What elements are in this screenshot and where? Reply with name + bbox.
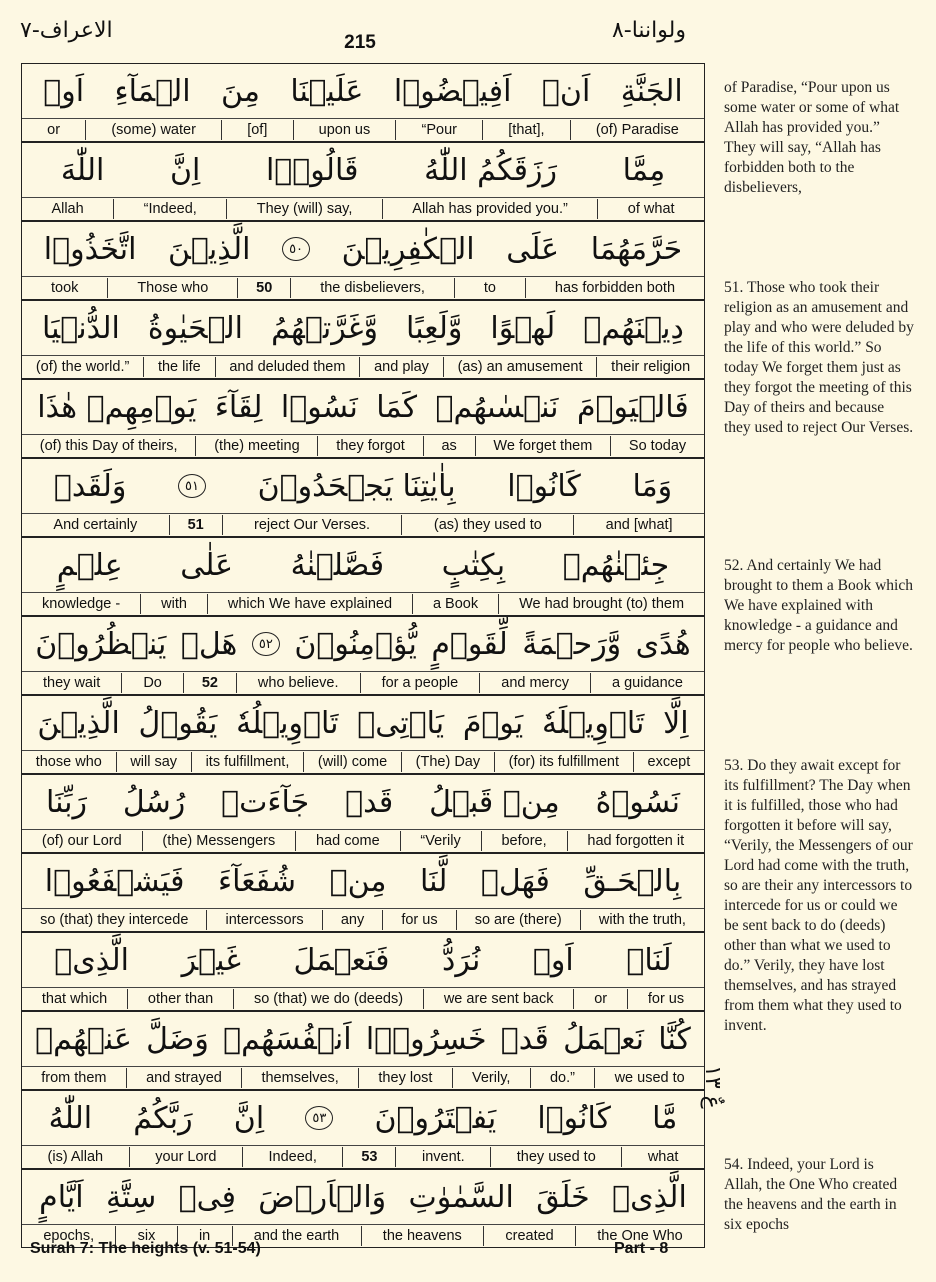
arabic-word: سِتَّةِ [105, 1179, 157, 1215]
word-by-word-grid [21, 63, 705, 1248]
arabic-word: بِاٰيٰتِنَا يَجۡحَدُوۡنَ [257, 468, 456, 504]
translation-para-52: 52. And certainly We had brought to them a Book which We have explained with knowledge - a guidance and mercy for people who believe. [724, 557, 913, 654]
english-gloss-cell: Verily, [452, 1068, 530, 1088]
english-gloss-cell: who believe. [236, 673, 360, 693]
english-gloss-cell: [that], [482, 120, 570, 140]
arabic-word: وَالۡاَرۡضَ [258, 1179, 387, 1215]
arabic-word: يَنۡظُرُوۡنَ [35, 626, 167, 662]
english-gloss-cell: upon us [293, 120, 396, 140]
english-gloss-cell: any [322, 910, 383, 930]
english-gloss-cell: before, [481, 831, 567, 851]
english-gloss-cell: and mercy [479, 673, 590, 693]
english-gloss-cell: took [50, 280, 79, 296]
english-gloss-cell: They (will) say, [226, 199, 382, 219]
arabic-word: لِقَآءَ [214, 389, 263, 425]
translation-para-53: 53. Do they await except for its fulfillment? The Day when it is fulfilled, those who had forgotten it before will say, “Verily, the Messengers of our Lord had come with the truth, so are their any intercessors to intercede for us or could we be sent back to do (deeds) other than what we used to do.” Verily, they have lost themselves, and has strayed from them what they used to invent. [724, 757, 913, 1034]
ruku-mark: عٌ ١٣ [700, 1065, 725, 1109]
arabic-word: مِنۡ [329, 863, 387, 899]
arabic-row [22, 1170, 704, 1225]
english-gloss-cell: and strayed [126, 1068, 241, 1088]
arabic-row [22, 380, 704, 435]
english-gloss-cell: they forgot [317, 436, 422, 456]
arabic-word: الۡحَيٰوةُ [147, 310, 244, 346]
english-gloss-cell: six [115, 1226, 176, 1246]
english-gloss-cell: 50 [237, 278, 290, 298]
english-gloss-cell: their religion [596, 357, 704, 377]
arabic-word: اِنَّ [233, 1100, 265, 1136]
arabic-word: وَّغَرَّتۡهُمُ [271, 310, 378, 346]
english-gloss-cell: (will) come [303, 752, 401, 772]
english-gloss-cell: had forgotten it [567, 831, 705, 851]
arabic-word: عَنۡهُمۡ [35, 1021, 132, 1057]
english-gloss-cell: we are sent back [423, 989, 573, 1009]
translation-para-cont: of Paradise, “Pour upon us some water or some of what Allah has provided you.” They will say, “Allah has forbidden both to the disbelievers, [724, 79, 900, 196]
english-gloss-cell: (The) Day [401, 752, 494, 772]
arabic-word: اللّٰهَ [60, 152, 105, 188]
arabic-word: وَضَلَّ [146, 1021, 209, 1057]
english-gloss-cell: they used to [490, 1147, 621, 1167]
arabic-row [22, 617, 704, 672]
english-gloss-cell: (the) meeting [195, 436, 317, 456]
arabic-word: غَيۡرَ [181, 942, 241, 978]
arabic-row [22, 854, 704, 909]
english-gloss-cell: other than [127, 989, 233, 1009]
english-gloss-cell: and deluded them [215, 357, 360, 377]
arabic-word: قَالُوۡۤا [265, 152, 359, 188]
english-gloss-cell: except [633, 752, 704, 772]
arabic-word: اَوۡ [43, 73, 85, 109]
english-gloss-cell: epochs, [43, 1228, 95, 1244]
english-gloss-cell: so (that) we do (deeds) [233, 989, 423, 1009]
arabic-word: رَبِّنَا [45, 784, 87, 820]
english-gloss-cell: “Indeed, [113, 199, 226, 219]
arabic-word: اَفِيۡضُوۡا [393, 73, 512, 109]
english-gloss-cell: [of] [221, 120, 292, 140]
arabic-word: تَاۡوِيۡلُهٗ [236, 705, 339, 741]
arabic-word: كَمَا [376, 389, 418, 425]
arabic-word: جَآءَتۡ [221, 784, 310, 820]
english-gloss-cell: And certainly [53, 517, 138, 533]
english-gloss-cell: the life [143, 357, 214, 377]
arabic-word: وَمَا [632, 468, 673, 504]
arabic-row [22, 64, 704, 119]
arabic-word: لَّنَا [420, 863, 448, 899]
arabic-word: اَيَّامٍ [39, 1179, 84, 1215]
arabic-word: مِنَ [221, 73, 260, 109]
english-gloss-cell: those who [35, 754, 102, 770]
english-gloss-cell: as [423, 436, 475, 456]
english-gloss-cell: (some) water [85, 120, 221, 140]
arabic-word: الَّذِيۡنَ [168, 231, 251, 267]
page-number: 215 [344, 32, 376, 53]
english-gloss-cell: a guidance [590, 673, 704, 693]
arabic-word: هَلۡ [180, 626, 238, 662]
arabic-word: لِّقَوۡمٍ [431, 626, 508, 662]
arabic-word: وَّرَحۡمَةً [522, 626, 622, 662]
arabic-row [22, 933, 704, 988]
arabic-row [22, 459, 704, 514]
header-part-name: ولواننا-٨ [611, 18, 686, 43]
english-gloss-cell: so are (there) [456, 910, 580, 930]
arabic-word: عَلَى [506, 231, 560, 267]
english-gloss-cell: and [what] [573, 515, 704, 535]
english-gloss-cell: Allah has provided you.” [382, 199, 598, 219]
english-gloss-cell: for a people [360, 673, 480, 693]
english-gloss-cell: for us [627, 989, 704, 1009]
english-gloss-cell: your Lord [129, 1147, 242, 1167]
translation-para-51: 51. Those who took their religion as an amusement and play and who were deluded by the life of this world.” So today We forget them just as they forgot the meeting of this Day of theirs and because they used to reject Our Verses. [724, 279, 914, 436]
english-gloss-cell: intercessors [206, 910, 321, 930]
arabic-word: نُرَدُّ [442, 942, 481, 978]
english-gloss-cell: “Pour [395, 120, 482, 140]
arabic-word: كَانُوۡا [507, 468, 581, 504]
english-gloss-cell: of what [597, 199, 704, 219]
english-gloss-cell: the heavens [361, 1226, 484, 1246]
english-gloss-row [22, 119, 704, 143]
arabic-word: بِالۡحَـقِّ [583, 863, 682, 899]
arabic-word: الَّذِىۡ [612, 1179, 687, 1215]
english-gloss-cell: (is) Allah [47, 1149, 104, 1165]
english-gloss-cell: with [140, 594, 207, 614]
arabic-word: فَالۡيَوۡمَ [576, 389, 689, 425]
english-gloss-cell: Indeed, [242, 1147, 342, 1167]
arabic-word: يَقُوۡلُ [138, 705, 218, 741]
arabic-word: فَيَشۡفَعُوۡا [44, 863, 185, 899]
english-gloss-row [22, 988, 704, 1012]
footer-part: Part - 8 [614, 1240, 669, 1257]
arabic-row [22, 1091, 704, 1146]
english-gloss-cell: or [47, 122, 61, 138]
english-gloss-cell: has forbidden both [525, 278, 704, 298]
english-gloss-row [22, 1146, 704, 1170]
footer-surah: Surah 7: The heights (v. 51-54) [30, 1240, 261, 1257]
arabic-row [22, 696, 704, 751]
arabic-word: كَانُوۡا [537, 1100, 611, 1136]
arabic-word: رَبَّكُمُ [133, 1100, 193, 1136]
arabic-word: نَنۡسٰٮهُمۡ [435, 389, 559, 425]
arabic-word: مِمَّا [622, 152, 666, 188]
english-gloss-row [22, 593, 704, 617]
english-gloss-cell: We forget them [475, 436, 611, 456]
english-gloss-cell: that which [41, 991, 108, 1007]
english-gloss-row [22, 514, 704, 538]
english-gloss-cell: and play [359, 357, 442, 377]
english-gloss-cell: 52 [183, 673, 236, 693]
arabic-word: اِلَّا [663, 705, 689, 741]
english-gloss-cell: they lost [358, 1068, 452, 1088]
arabic-word: فَهَلۡ [480, 863, 550, 899]
arabic-word: اِنَّ [169, 152, 201, 188]
english-gloss-cell: to [454, 278, 525, 298]
english-gloss-cell: which We have explained [207, 594, 412, 614]
english-gloss-row [22, 198, 704, 222]
arabic-word: الَّذِىۡ [54, 942, 130, 978]
arabic-word: مَّا [652, 1100, 678, 1136]
arabic-word: رَزَقَكُمُ اللّٰهُ [424, 152, 557, 188]
english-gloss-row [22, 277, 704, 301]
english-gloss-row [22, 830, 704, 854]
arabic-word: السَّمٰوٰتِ [408, 1179, 514, 1215]
english-gloss-row [22, 356, 704, 380]
arabic-word: الَّذِيۡنَ [37, 705, 120, 741]
english-gloss-cell: (for) its fulfillment [494, 752, 633, 772]
english-gloss-cell: reject Our Verses. [222, 515, 402, 535]
arabic-word: عِلۡمٍ [56, 547, 123, 583]
english-gloss-cell: “Verily [400, 831, 481, 851]
arabic-word: فِىۡ [178, 1179, 236, 1215]
english-gloss-cell: so (that) they intercede [40, 912, 189, 928]
translation-para-54: 54. Indeed, your Lord is Allah, the One Who created the heavens and the earth in six epochs [724, 1156, 898, 1233]
arabic-word: تَاۡوِيۡلَهٗ [542, 705, 645, 741]
arabic-word: يَاۡتِىۡ [357, 705, 445, 741]
arabic-word: عَلَيۡنَا [290, 73, 364, 109]
english-gloss-cell: in [177, 1226, 232, 1246]
arabic-word: يَفۡتَرُوۡنَ [374, 1100, 497, 1136]
arabic-word: خَسِرُوۡۤا [365, 1021, 487, 1057]
english-gloss-cell: with the truth, [580, 910, 704, 930]
arabic-row [22, 1012, 704, 1067]
arabic-row [22, 301, 704, 356]
arabic-word: اَنۡفُسَهُمۡ [223, 1021, 352, 1057]
english-gloss-cell: and the earth [232, 1226, 361, 1246]
english-gloss-cell: (as) an amusement [443, 357, 597, 377]
arabic-word: اتَّخَذُوۡا [43, 231, 137, 267]
ayah-number-marker: ٥٢ [252, 632, 280, 656]
arabic-word: يُّؤۡمِنُوۡنَ [294, 626, 417, 662]
arabic-word: الدُّنۡيَا [42, 310, 120, 346]
english-gloss-cell: (the) Messengers [142, 831, 296, 851]
arabic-word: بِكِتٰبٍ [441, 547, 506, 583]
arabic-word: يَوۡمَ [462, 705, 524, 741]
english-gloss-cell: (of) this Day of theirs, [39, 438, 178, 454]
arabic-word: مِنۡ قَبۡلُ [429, 784, 560, 820]
english-gloss-cell: (of) our Lord [41, 833, 122, 849]
arabic-row [22, 143, 704, 198]
english-gloss-cell: knowledge - [42, 596, 121, 612]
english-gloss-cell: We had brought (to) them [498, 594, 704, 614]
english-gloss-cell: So today [610, 436, 704, 456]
english-gloss-cell: Those who [107, 278, 237, 298]
arabic-word: قَدۡ [500, 1021, 549, 1057]
arabic-word: فَنَعۡمَلَ [293, 942, 390, 978]
arabic-word: يَوۡمِهِمۡ هٰذَا [37, 389, 197, 425]
english-gloss-cell: or [573, 989, 627, 1009]
english-gloss-cell: 53 [342, 1147, 395, 1167]
english-gloss-cell: created [483, 1226, 575, 1246]
arabic-word: هُدًى [635, 626, 691, 662]
ayah-number-marker: ٥٣ [305, 1106, 333, 1130]
arabic-word: اللّٰهُ [48, 1100, 93, 1136]
ayah-number-marker: ٥٠ [282, 237, 310, 261]
arabic-word: الۡمَآءِ [114, 73, 191, 109]
arabic-word: اَنۡ [541, 73, 591, 109]
english-gloss-cell: invent. [395, 1147, 490, 1167]
arabic-word: نَعۡمَلُ [563, 1021, 645, 1057]
english-gloss-cell: they wait [43, 675, 101, 691]
arabic-row [22, 775, 704, 830]
english-gloss-cell: the One Who [575, 1226, 704, 1246]
english-gloss-row [22, 672, 704, 696]
arabic-word: جِئۡنٰهُمۡ [562, 547, 670, 583]
arabic-word: اَوۡ [532, 942, 574, 978]
arabic-word: وَّلَعِبًا [406, 310, 463, 346]
arabic-word: حَرَّمَهُمَا [590, 231, 683, 267]
english-gloss-cell: from them [41, 1070, 107, 1086]
english-gloss-cell: Do [121, 673, 183, 693]
english-gloss-cell: its fulfillment, [191, 752, 303, 772]
english-gloss-cell: we used to [594, 1068, 704, 1088]
arabic-word: لَنَاۤ [626, 942, 672, 978]
english-gloss-row [22, 1067, 704, 1091]
arabic-word: الجَنَّةِ [620, 73, 683, 109]
english-gloss-cell: what [621, 1147, 704, 1167]
arabic-word: الۡكٰفِرِيۡنَ [341, 231, 475, 267]
english-gloss-cell: (of) Paradise [570, 120, 704, 140]
english-gloss-cell: (of) the world.” [35, 359, 130, 375]
english-gloss-cell: had come [295, 831, 399, 851]
english-gloss-cell: a Book [412, 594, 498, 614]
arabic-word: شُفَعَآءَ [217, 863, 297, 899]
english-gloss-row [22, 909, 704, 933]
arabic-row [22, 538, 704, 593]
english-gloss-row [22, 751, 704, 775]
arabic-word: عَلٰى [180, 547, 234, 583]
arabic-word: قَدۡ [345, 784, 394, 820]
header-surah-name: الاعراف-٧ [20, 18, 113, 43]
arabic-word: نَسُوۡا [280, 389, 358, 425]
arabic-word: خَلَقَ [536, 1179, 590, 1215]
arabic-word: فَصَّلۡنٰهُ [290, 547, 385, 583]
arabic-word: لَهۡوًا [490, 310, 556, 346]
arabic-word: رُسُلُ [122, 784, 186, 820]
arabic-word: دِيۡنَهُمۡ [583, 310, 684, 346]
arabic-word: وَلَقَدۡ [53, 468, 127, 504]
english-gloss-cell: will say [116, 752, 191, 772]
english-gloss-cell: do.” [530, 1068, 595, 1088]
english-gloss-cell: 51 [169, 515, 222, 535]
english-gloss-cell: for us [382, 910, 455, 930]
english-gloss-row [22, 435, 704, 459]
english-gloss-cell: the disbelievers, [290, 278, 454, 298]
english-gloss-cell: (as) they used to [401, 515, 573, 535]
ayah-number-marker: ٥١ [178, 474, 206, 498]
arabic-row [22, 222, 704, 277]
english-gloss-cell: Allah [51, 201, 84, 217]
arabic-word: كُنَّا [658, 1021, 691, 1057]
arabic-word: نَسُوۡهُ [595, 784, 680, 820]
english-gloss-cell: themselves, [241, 1068, 358, 1088]
